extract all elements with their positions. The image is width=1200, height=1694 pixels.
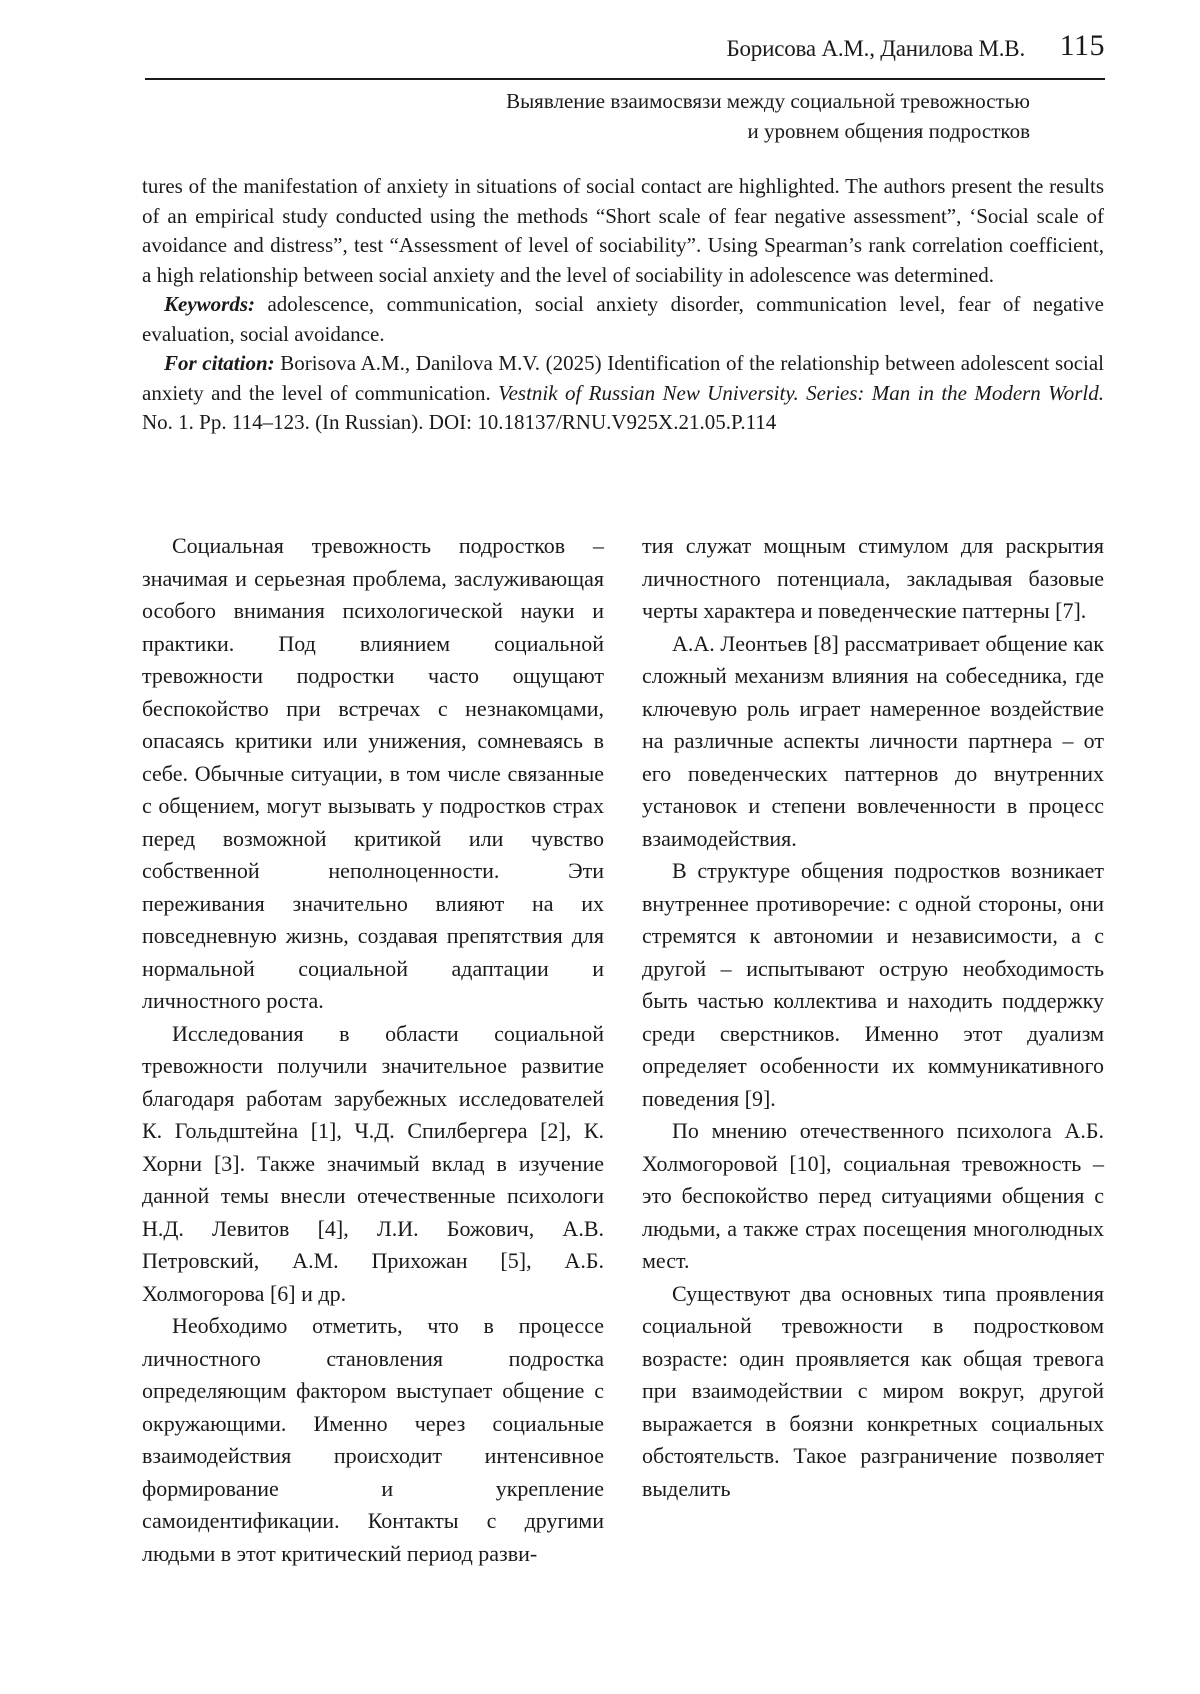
right-column [642,530,1104,1505]
citation-text: Borisova A.M., Danilova M.V. (2025) Identification of the relationship between adolescent social anxiety and the level of communication. [142,351,1105,405]
paragraph: тия служат мощным стимулом для раскрытия личностного потенциала, закладывая базовые черты характера и поведенческие паттерны [7]. [642,533,1104,623]
citation-label: For citation: [164,351,275,375]
page-number: 115 [1059,29,1105,62]
abstract-block [142,172,1104,438]
citation-details: No. 1. Pp. 114–123. (In Russian). DOI: 10.18137/RNU.V925X.21.05.P.114 [142,410,777,434]
paragraph: Исследования в области социальной тревожности получили значительное развитие благодаря работам зарубежных исследователей К. Гольдштейна [1], Ч.Д. Спилбергера [2], К. Хорни [3]. Также значимый вклад в изучение данной темы внесли отечественные психологи Н.Д. Левитов [4], Л.И. Божович, А.В. Петровский, А.М. Прихожан [5], А.Б. Холмогорова [6] и др. [142,1020,604,1306]
left-column [142,530,604,1570]
running-article-title [300,86,1030,146]
article-title-line-2: и уровнем общения подростков [747,119,1030,143]
paragraph: Социальная тревожность подростков – значимая и серьезная проблема, заслуживающая особого внимания психологической науки и практики. Под влиянием социальной тревожности подростки часто ощущают беспокойство при встречах с незнакомцами, опасаясь критики или унижения, сомневаясь в себе. Обычные ситуации, в том числе связанные с общением, могут вызывать у подростков страх перед возможной критикой или чувство собственной неполноценности. Эти переживания значительно влияют на их повседневную жизнь, создавая препятствия для нормальной социальной адаптации и личностного роста. [142,533,604,1013]
article-title-line-1: Выявление взаимосвязи между социальной тревожностью [506,89,1030,113]
keywords-text: adolescence, communication, social anxiety disorder, communication level, fear of negative evaluation, social avoidance. [142,292,1105,346]
paragraph: По мнению отечественного психолога А.Б. Холмогоровой [10], социальная тревожность – это беспокойство перед ситуациями общения с людьми, а также страх посещения многолюдных мест. [642,1118,1104,1273]
header-authors: Борисова А.М., Данилова М.В. [726,36,1025,61]
paragraph: А.А. Леонтьев [8] рассматривает общение как сложный механизм влияния на собеседника, где ключевую роль играет намеренное воздействие на различные аспекты личности партнера – от его поведенческих паттернов до внутренних установок и степени вовлеченности в процесс взаимодействия. [642,630,1104,851]
running-header [145,26,1105,80]
paragraph: Существуют два основных типа проявления социальной тревожности в подростковом возрасте: один проявляется как общая тревога при взаимодействии с миром вокруг, другой выражается в боязни конкретных социальных обстоятельств. Такое разграничение позволяет выделить [642,1280,1104,1501]
keywords-label: Keywords: [164,292,255,316]
abstract-text: tures of the manifestation of anxiety in situations of social contact are highlighted. The authors present the results of an empirical study conducted using the methods “Short scale of fear negative assessment”, ‘Social scale of avoidance and distress”, test “Assessment of level of sociability”. Using Spearman’s rank correlation coefficient, a high relationship between social anxiety and the level of sociability in adolescence was determined. [142,174,1104,287]
paragraph: Необходимо отметить, что в процессе личностного становления подростка определяющим фактором выступает общение с окружающими. Именно через социальные взаимодействия происходит интенсивное формирование и укрепление самоидентификации. Контакты с другими людьми в этот критический период разви- [142,1313,604,1566]
paragraph: В структуре общения подростков возникает внутреннее противоречие: с одной стороны, они стремятся к автономии и независимости, а с другой – испытывают острую необходимость быть частью коллектива и находить поддержку среди сверстников. Именно этот дуализм определяет особенности их коммуникативного поведения [9]. [642,858,1104,1111]
keywords [142,290,1104,349]
citation-journal: Vestnik of Russian New University. Series: Man in the Modern World. [498,380,1104,405]
citation [142,349,1104,438]
